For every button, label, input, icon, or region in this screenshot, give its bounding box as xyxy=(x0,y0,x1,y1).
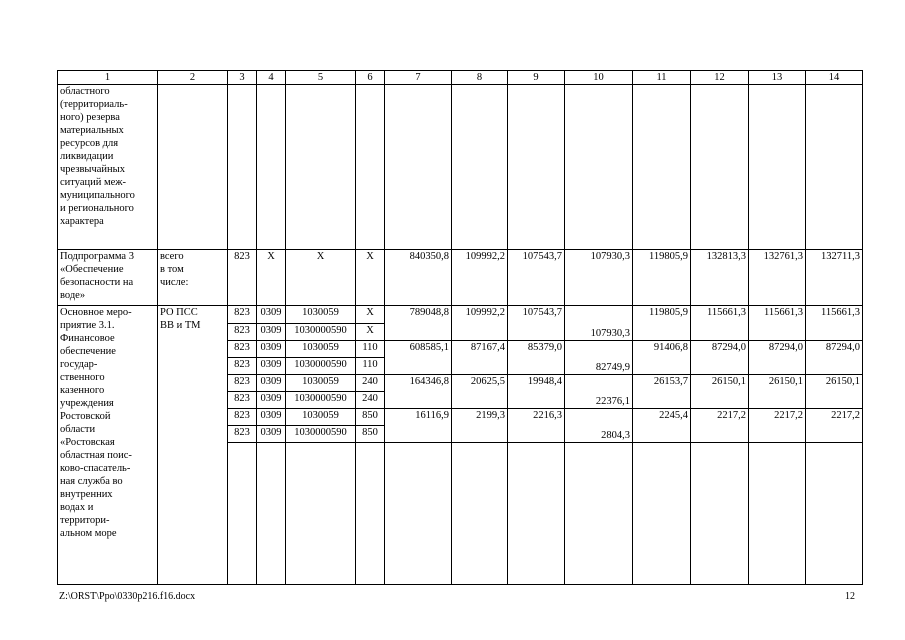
cell-line: чрезвычайных xyxy=(60,164,125,175)
cell-line: «Обеспечение xyxy=(60,264,124,275)
cell-line: Финансовое xyxy=(60,333,115,344)
empty-cell xyxy=(286,443,356,585)
column-header: 5 xyxy=(286,71,356,85)
amount-cell-2019: 82749,9 xyxy=(565,341,633,375)
amount-cell: 608585,1 xyxy=(385,341,452,375)
cell-line: ресурсов для xyxy=(60,138,119,149)
subprogram-name xyxy=(58,250,158,306)
amount-cell: 2217,2 xyxy=(749,409,806,443)
amount-cell: 107543,7 xyxy=(508,306,565,341)
cell-line: материальных xyxy=(60,125,124,136)
cell-line: казенного xyxy=(60,385,105,396)
amount-cell: 115661,3 xyxy=(691,306,749,341)
section-code: 0309 xyxy=(257,409,286,426)
amount-cell: 119805,9 xyxy=(633,306,691,341)
target-article-code: 1030000590 xyxy=(286,324,356,341)
cell-line: «Ростовская xyxy=(60,437,115,448)
amount-cell: 119805,9 xyxy=(633,250,691,306)
expense-type-code: 110 xyxy=(356,341,385,358)
grbs-code: 823 xyxy=(228,409,257,426)
cell-line: РО ПСС xyxy=(160,307,198,318)
amount-cell: 19948,4 xyxy=(508,375,565,409)
section-code: 0309 xyxy=(257,392,286,409)
amount-cell: 16116,9 xyxy=(385,409,452,443)
column-header: 7 xyxy=(385,71,452,85)
cell-line: безопасности на xyxy=(60,277,134,288)
empty-cell xyxy=(565,443,633,585)
column-header: 2 xyxy=(158,71,228,85)
section-code: 0309 xyxy=(257,341,286,358)
column-header: 4 xyxy=(257,71,286,85)
empty-cell xyxy=(508,443,565,585)
amount-cell: 109992,2 xyxy=(452,306,508,341)
empty-cell xyxy=(158,85,228,250)
section-code: 0309 xyxy=(257,375,286,392)
target-article-code: 1030059 xyxy=(286,341,356,358)
amount-cell: 85379,0 xyxy=(508,341,565,375)
expense-type-code: X xyxy=(356,324,385,341)
grbs-code: 823 xyxy=(228,341,257,358)
cell-line: воде» xyxy=(60,290,86,301)
amount-cell: 109992,2 xyxy=(452,250,508,306)
cell-line: областного xyxy=(60,86,110,97)
section-code: 0309 xyxy=(257,324,286,341)
cell-line: всего xyxy=(160,251,184,262)
amount-cell: 87294,0 xyxy=(691,341,749,375)
cell-line: области xyxy=(60,424,96,435)
cell-line: государ- xyxy=(60,359,98,370)
amount-cell-2019: 22376,1 xyxy=(565,375,633,409)
expense-type-code: X xyxy=(356,306,385,324)
empty-cell xyxy=(385,443,452,585)
executor xyxy=(158,306,228,585)
column-header: 11 xyxy=(633,71,691,85)
expense-type-code: 240 xyxy=(356,375,385,392)
empty-cell xyxy=(691,85,749,250)
empty-cell xyxy=(691,443,749,585)
empty-cell xyxy=(452,85,508,250)
empty-cell xyxy=(749,85,806,250)
cell-line: и регионального xyxy=(60,203,134,214)
expense-type-code: 110 xyxy=(356,358,385,375)
amount-cell: 789048,8 xyxy=(385,306,452,341)
amount-cell: 91406,8 xyxy=(633,341,691,375)
amount-cell: 2217,2 xyxy=(691,409,749,443)
amount-cell-2019: 107930,3 xyxy=(565,306,633,341)
empty-cell xyxy=(633,443,691,585)
empty-cell xyxy=(356,85,385,250)
footer-page-number: 12 xyxy=(845,591,855,602)
cell-line: областная поис- xyxy=(60,450,132,461)
amount-cell: 2245,4 xyxy=(633,409,691,443)
amount-cell: 26153,7 xyxy=(633,375,691,409)
main-activity-name xyxy=(58,306,158,585)
amount-cell: 115661,3 xyxy=(806,306,863,341)
column-header: 13 xyxy=(749,71,806,85)
empty-cell xyxy=(228,443,257,585)
cell-line: ликвидации xyxy=(60,151,114,162)
empty-cell xyxy=(749,443,806,585)
empty-cell xyxy=(565,85,633,250)
amount-cell: 115661,3 xyxy=(749,306,806,341)
empty-cell xyxy=(356,443,385,585)
footer-file-path: Z:\ORST\Ppo\0330p216.f16.docx xyxy=(59,591,196,602)
column-header: 6 xyxy=(356,71,385,85)
column-header: 12 xyxy=(691,71,749,85)
cell-line: (территориаль- xyxy=(60,99,128,110)
cell-line: в том xyxy=(160,264,184,275)
target-article-code: 1030059 xyxy=(286,306,356,324)
section-code: 0309 xyxy=(257,426,286,443)
grbs-code: 823 xyxy=(228,375,257,392)
executor xyxy=(158,250,228,306)
amount-cell: 20625,5 xyxy=(452,375,508,409)
amount-cell: 87294,0 xyxy=(749,341,806,375)
empty-cell xyxy=(633,85,691,250)
cell-line: альном море xyxy=(60,528,117,539)
amount-cell: 26150,1 xyxy=(806,375,863,409)
cell-line: внутренних xyxy=(60,489,113,500)
amount-cell: 26150,1 xyxy=(691,375,749,409)
section-code: 0309 xyxy=(257,306,286,324)
column-header: 1 xyxy=(58,71,158,85)
grbs-code: 823 xyxy=(228,392,257,409)
amount-cell: 2199,3 xyxy=(452,409,508,443)
cell-line: территори- xyxy=(60,515,110,526)
empty-cell xyxy=(385,85,452,250)
column-header: 3 xyxy=(228,71,257,85)
target-article-code: 1030000590 xyxy=(286,392,356,409)
cell-line: ная служба во xyxy=(60,476,123,487)
expense-type-code: 850 xyxy=(356,409,385,426)
cell-line: числе: xyxy=(160,277,189,288)
cell-line: ственного xyxy=(60,372,105,383)
amount-cell: 164346,8 xyxy=(385,375,452,409)
code-cell: 823 xyxy=(228,250,257,306)
grbs-code: 823 xyxy=(228,306,257,324)
cell-line: Основное меро- xyxy=(60,307,132,318)
code-cell: X xyxy=(257,250,286,306)
expense-type-code: 850 xyxy=(356,426,385,443)
empty-cell xyxy=(257,85,286,250)
cell-line: ситуаций меж- xyxy=(60,177,127,188)
grbs-code: 823 xyxy=(228,358,257,375)
column-header: 9 xyxy=(508,71,565,85)
budget-table xyxy=(57,70,863,585)
target-article-code: 1030000590 xyxy=(286,426,356,443)
column-header: 10 xyxy=(565,71,633,85)
empty-cell xyxy=(286,85,356,250)
code-cell: X xyxy=(286,250,356,306)
cell-line: Ростовской xyxy=(60,411,111,422)
cell-line: ково-спасатель- xyxy=(60,463,131,474)
empty-cell xyxy=(806,443,863,585)
empty-cell xyxy=(257,443,286,585)
activity-name xyxy=(58,85,158,250)
expense-type-code: 240 xyxy=(356,392,385,409)
cell-line: характера xyxy=(60,216,104,227)
empty-cell xyxy=(806,85,863,250)
amount-cell: 132813,3 xyxy=(691,250,749,306)
cell-line: ВВ и ТМ xyxy=(160,320,201,331)
cell-line: водах и xyxy=(60,502,94,513)
cell-line: Подпрограмма 3 xyxy=(60,251,134,262)
cell-line: муниципального xyxy=(60,190,135,201)
cell-line: обеспечение xyxy=(60,346,116,357)
amount-cell: 107930,3 xyxy=(565,250,633,306)
cell-line: ного) резерва xyxy=(60,112,120,123)
amount-cell: 87167,4 xyxy=(452,341,508,375)
target-article-code: 1030059 xyxy=(286,375,356,392)
amount-cell: 26150,1 xyxy=(749,375,806,409)
amount-cell: 132711,3 xyxy=(806,250,863,306)
amount-cell: 132761,3 xyxy=(749,250,806,306)
section-code: 0309 xyxy=(257,358,286,375)
amount-cell: 87294,0 xyxy=(806,341,863,375)
amount-cell: 107543,7 xyxy=(508,250,565,306)
amount-cell: 2217,2 xyxy=(806,409,863,443)
column-header: 14 xyxy=(806,71,863,85)
empty-cell xyxy=(228,85,257,250)
amount-cell-2019: 2804,3 xyxy=(565,409,633,443)
target-article-code: 1030059 xyxy=(286,409,356,426)
code-cell: X xyxy=(356,250,385,306)
amount-cell: 2216,3 xyxy=(508,409,565,443)
amount-cell: 840350,8 xyxy=(385,250,452,306)
cell-line: приятие 3.1. xyxy=(60,320,115,331)
target-article-code: 1030000590 xyxy=(286,358,356,375)
cell-line: учреждения xyxy=(60,398,114,409)
empty-cell xyxy=(508,85,565,250)
grbs-code: 823 xyxy=(228,426,257,443)
grbs-code: 823 xyxy=(228,324,257,341)
column-header: 8 xyxy=(452,71,508,85)
empty-cell xyxy=(452,443,508,585)
